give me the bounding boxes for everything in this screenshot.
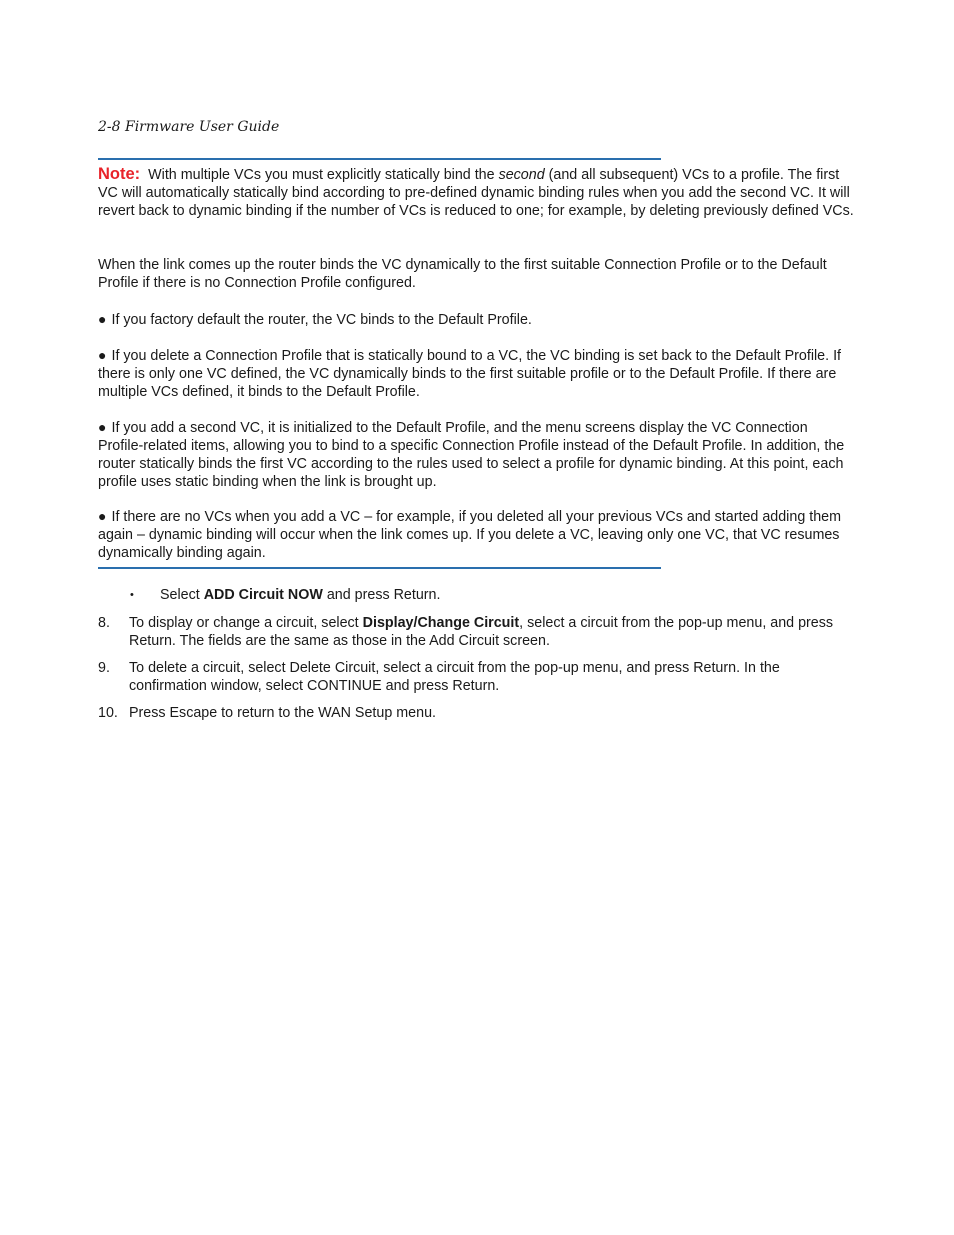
- bullet-icon: ●: [98, 311, 107, 327]
- step-8-post: , select a circuit from the pop-up menu, and press Return. The fields are the same as those in the Add Circuit screen.: [129, 615, 834, 649]
- step-8-pre: To display or change a circuit, select: [129, 615, 363, 631]
- note-bullet-text: If you factory default the router, the VC binds to the Default Profile.: [111, 312, 532, 328]
- note-bullet-2: [98, 346, 856, 401]
- note-text-emphasis: second: [498, 167, 545, 183]
- running-header: 2-8 Firmware User Guide: [98, 119, 280, 135]
- bullet-icon: ●: [98, 347, 107, 363]
- bullet-icon: ●: [98, 508, 107, 524]
- note-text-a: With multiple VCs you must explicitly statically bind the: [148, 167, 499, 183]
- step-number: 10.: [98, 705, 118, 721]
- note-bullet-text: If you delete a Connection Profile that is statically bound to a VC, the VC binding is set back to the Default Profile. If there is only one VC defined, the VC dynamically binds to the first suitable profile or to the Default Profile. If there are multiple VCs defined, it binds to the Default Profile.: [98, 348, 842, 400]
- note-bullet-1: [98, 310, 856, 329]
- step-text: Press Escape to return to the WAN Setup menu.: [129, 705, 436, 721]
- step-number: 9.: [98, 660, 110, 676]
- sub-step-bold: ADD Circuit NOW: [203, 587, 323, 603]
- note-paragraph: [98, 165, 856, 220]
- note-bullet-3: [98, 418, 856, 491]
- note-paragraph-2: When the link comes up the router binds the VC dynamically to the first suitable Connection Profile or to the Default Profile if there is no Connection Profile configured.: [98, 257, 827, 291]
- sub-step-add-circuit: [98, 586, 858, 604]
- step-number: 8.: [98, 615, 110, 631]
- note-bullet-text: If there are no VCs when you add a VC – for example, if you deleted all your previous VCs and started adding them again – dynamic binding will occur when the link comes up. If you delete a VC, leaving only one VC, that VC resumes dynamically binding again.: [98, 509, 842, 561]
- bullet-icon: ●: [98, 419, 107, 435]
- step-10: [98, 704, 858, 722]
- step-9: [98, 659, 858, 695]
- note-text-b: (and all subsequent) VCs to a profile. The first VC will automatically statically bind according to pre-defined dynamic binding rules when you add the second VC. It will revert back to dynamic binding if the number of VCs is reduced to one; for example, by deleting previously defined VCs.: [98, 167, 854, 219]
- note-label: Note:: [98, 165, 141, 183]
- sub-step-pre: Select: [160, 587, 204, 603]
- note-bullet-text: If you add a second VC, it is initialized to the Default Profile, and the menu screens display the VC Connection Profile-related items, allowing you to bind to a specific Connection Profile instead of the Default Profile. In addition, the router statically binds the first VC according to the rules used to select a profile for dynamic binding. At this point, each profile uses static binding when the link is brought up.: [98, 420, 845, 490]
- step-text: [129, 614, 858, 650]
- sub-bullet-icon: •: [130, 589, 134, 601]
- step-8: [98, 614, 858, 650]
- step-text: To delete a circuit, select Delete Circuit, select a circuit from the pop-up menu, and press Return. In the confirmation window, select CONTINUE and press Return.: [129, 660, 780, 694]
- sub-step-text: [160, 586, 858, 604]
- note-bullet-4: [98, 507, 856, 562]
- sub-step-post: and press Return.: [322, 587, 441, 603]
- note-bottom-rule: [98, 567, 661, 569]
- note-top-rule: [98, 158, 661, 160]
- step-8-bold: Display/Change Circuit: [362, 615, 520, 631]
